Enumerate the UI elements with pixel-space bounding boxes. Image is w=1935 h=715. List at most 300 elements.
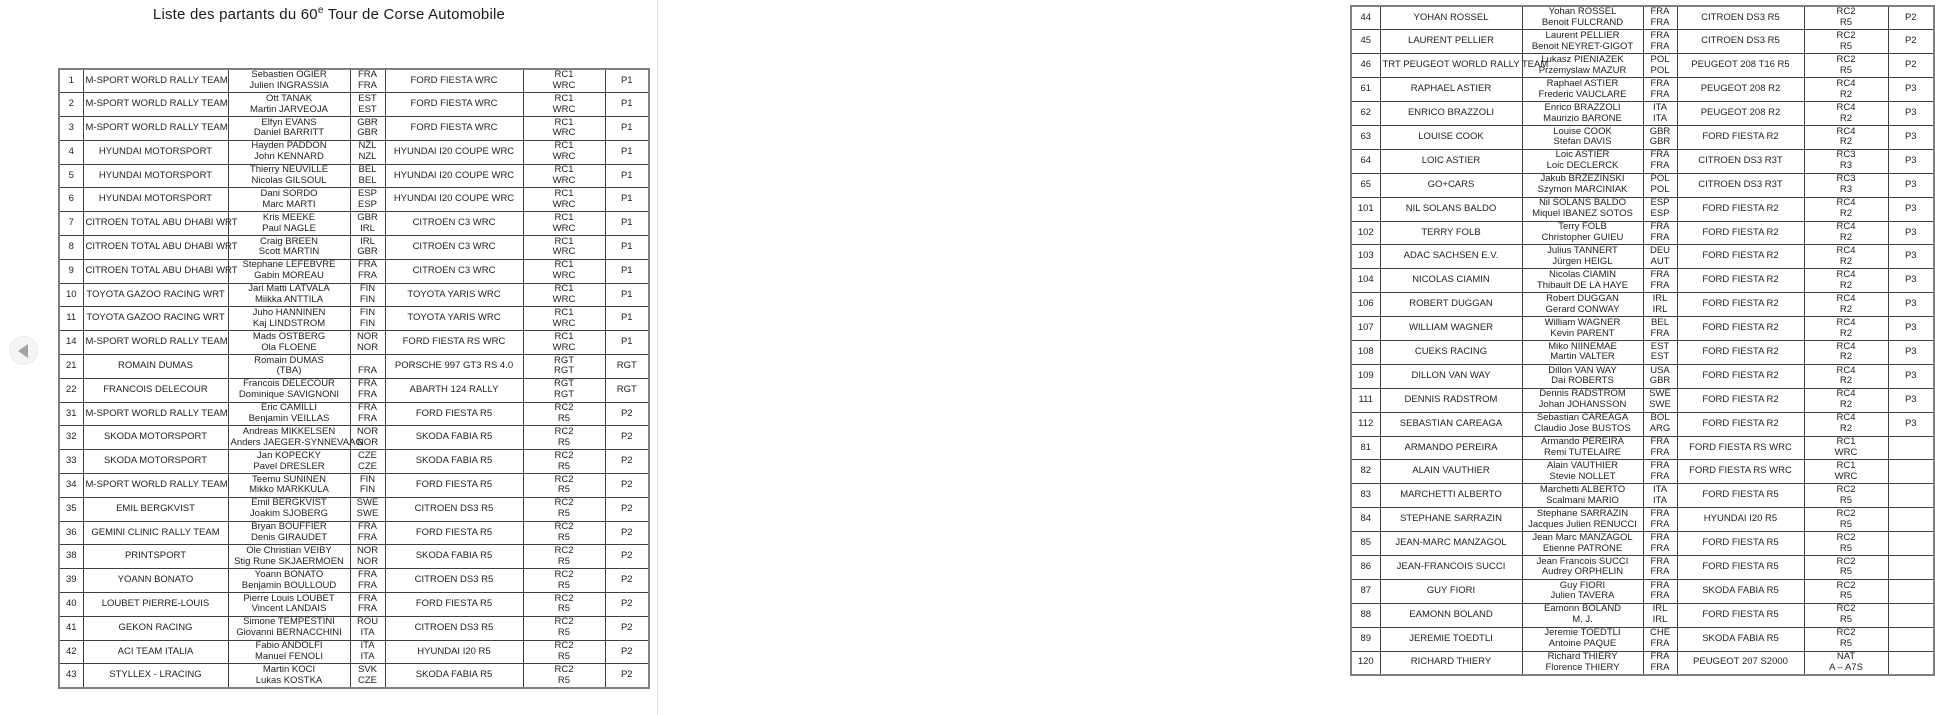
document-page-left: [0, 0, 658, 715]
priority-cell: P2: [605, 569, 649, 593]
priority-cell: P2: [605, 616, 649, 640]
entry-number-cell: 35: [59, 497, 83, 521]
priority-cell: [1888, 484, 1934, 508]
left-arrow-icon: [18, 344, 28, 358]
crew-cell: Jakub BRZEZINSKI Szymon MARCINIAK: [1522, 173, 1643, 197]
entry-row: [1351, 269, 1934, 293]
entry-row: [59, 331, 649, 355]
car-cell: FORD FIESTA R2: [1677, 340, 1804, 364]
crew-cell: Jari Matti LATVALA Miikka ANTTILA: [228, 283, 350, 307]
class-cell: RC2 R5: [1804, 579, 1888, 603]
nationality-cell: BEL BEL: [350, 164, 385, 188]
nationality-cell: FRA FRA: [1643, 221, 1677, 245]
entry-number-cell: 104: [1351, 269, 1380, 293]
class-cell: RC2 R5: [523, 521, 605, 545]
priority-cell: P3: [1888, 388, 1934, 412]
crew-cell: Alain VAUTHIER Stevie NOLLET: [1522, 460, 1643, 484]
team-cell: YOHAN ROSSEL: [1380, 6, 1522, 30]
priority-cell: P2: [605, 593, 649, 617]
class-cell: RC1 WRC: [523, 117, 605, 141]
entry-row: [59, 569, 649, 593]
crew-cell: Robert DUGGAN Gerard CONWAY: [1522, 293, 1643, 317]
priority-cell: [1888, 651, 1934, 675]
nationality-cell: EST EST: [1643, 340, 1677, 364]
entry-row: [59, 497, 649, 521]
entry-row: [59, 355, 649, 379]
class-cell: RC2 R5: [1804, 555, 1888, 579]
team-cell: ACI TEAM ITALIA: [83, 640, 228, 664]
entry-row: [1351, 436, 1934, 460]
entry-row: [59, 283, 649, 307]
nationality-cell: FRA FRA: [350, 259, 385, 283]
team-cell: ENRICO BRAZZOLI: [1380, 102, 1522, 126]
team-cell: ROMAIN DUMAS: [83, 355, 228, 379]
class-cell: RC2 R5: [1804, 627, 1888, 651]
class-cell: RC4 R2: [1804, 269, 1888, 293]
class-cell: RC1 WRC: [523, 93, 605, 117]
class-cell: RC3 R3: [1804, 173, 1888, 197]
nationality-cell: NZL NZL: [350, 140, 385, 164]
car-cell: PEUGEOT 207 S2000: [1677, 651, 1804, 675]
crew-cell: Dani SORDO Marc MARTI: [228, 188, 350, 212]
priority-cell: [1888, 508, 1934, 532]
entry-row: [59, 69, 649, 93]
entry-row: [59, 450, 649, 474]
page-title: Liste des partants du 60e Tour de Corse Automobile: [152, 5, 506, 23]
nationality-cell: FRA FRA: [1643, 78, 1677, 102]
car-cell: FORD FIESTA RS WRC: [1677, 460, 1804, 484]
car-cell: FORD FIESTA R5: [1677, 603, 1804, 627]
priority-cell: P1: [605, 93, 649, 117]
nationality-cell: NOR NOR: [350, 545, 385, 569]
nationality-cell: FRA FRA: [350, 69, 385, 93]
crew-cell: Simone TEMPESTINI Giovanni BERNACCHINI: [228, 616, 350, 640]
entry-row: [1351, 484, 1934, 508]
entry-row: [1351, 125, 1934, 149]
entry-number-cell: 88: [1351, 603, 1380, 627]
priority-cell: P3: [1888, 102, 1934, 126]
crew-cell: Bryan BOUFFIER Denis GIRAUDET: [228, 521, 350, 545]
team-cell: SKODA MOTORSPORT: [83, 426, 228, 450]
entry-number-cell: 45: [1351, 30, 1380, 54]
car-cell: PEUGEOT 208 T16 R5: [1677, 54, 1804, 78]
nationality-cell: FRA FRA: [350, 593, 385, 617]
team-cell: NIL SOLANS BALDO: [1380, 197, 1522, 221]
class-cell: RC2 R5: [523, 402, 605, 426]
class-cell: RC4 R2: [1804, 78, 1888, 102]
entry-number-cell: 111: [1351, 388, 1380, 412]
entry-number-cell: 81: [1351, 436, 1380, 460]
entry-row: [59, 426, 649, 450]
priority-cell: P1: [605, 188, 649, 212]
class-cell: RC1 WRC: [523, 307, 605, 331]
priority-cell: P2: [605, 497, 649, 521]
entry-row: [1351, 627, 1934, 651]
priority-cell: P1: [605, 69, 649, 93]
team-cell: TERRY FOLB: [1380, 221, 1522, 245]
priority-cell: P3: [1888, 173, 1934, 197]
entry-row: [1351, 340, 1934, 364]
car-cell: FORD FIESTA WRC: [385, 93, 523, 117]
team-cell: JEAN-FRANCOIS SUCCI: [1380, 555, 1522, 579]
car-cell: FORD FIESTA R2: [1677, 293, 1804, 317]
crew-cell: Enrico BRAZZOLI Maurizio BARONE: [1522, 102, 1643, 126]
entry-number-cell: 40: [59, 593, 83, 617]
car-cell: FORD FIESTA RS WRC: [385, 331, 523, 355]
car-cell: FORD FIESTA R5: [385, 402, 523, 426]
priority-cell: P3: [1888, 149, 1934, 173]
entry-number-cell: 62: [1351, 102, 1380, 126]
nationality-cell: SWE SWE: [350, 497, 385, 521]
team-cell: DILLON VAN WAY: [1380, 364, 1522, 388]
entry-number-cell: 85: [1351, 532, 1380, 556]
entry-number-cell: 44: [1351, 6, 1380, 30]
entry-number-cell: 39: [59, 569, 83, 593]
nationality-cell: FRA FRA: [1643, 555, 1677, 579]
team-cell: HYUNDAI MOTORSPORT: [83, 188, 228, 212]
team-cell: SKODA MOTORSPORT: [83, 450, 228, 474]
nationality-cell: FRA FRA: [1643, 579, 1677, 603]
car-cell: FORD FIESTA R2: [1677, 125, 1804, 149]
class-cell: RC4 R2: [1804, 125, 1888, 149]
crew-cell: Juho HANNINEN Kaj LINDSTROM: [228, 307, 350, 331]
crew-cell: Terry FOLB Christopher GUIEU: [1522, 221, 1643, 245]
entry-number-cell: 109: [1351, 364, 1380, 388]
crew-cell: Raphael ASTIER Frederic VAUCLARE: [1522, 78, 1643, 102]
entry-row: [1351, 388, 1934, 412]
crew-cell: Jan KOPECKY Pavel DRESLER: [228, 450, 350, 474]
entry-row: [1351, 317, 1934, 341]
car-cell: PORSCHE 997 GT3 RS 4.0: [385, 355, 523, 379]
class-cell: RC2 R5: [523, 426, 605, 450]
priority-cell: [1888, 603, 1934, 627]
car-cell: CITROEN C3 WRC: [385, 236, 523, 260]
nationality-cell: SVK CZE: [350, 664, 385, 688]
car-cell: TOYOTA YARIS WRC: [385, 307, 523, 331]
entry-row: [59, 521, 649, 545]
crew-cell: Teemu SUNINEN Mikko MARKKULA: [228, 474, 350, 498]
car-cell: SKODA FABIA R5: [385, 664, 523, 688]
team-cell: ROBERT DUGGAN: [1380, 293, 1522, 317]
team-cell: MARCHETTI ALBERTO: [1380, 484, 1522, 508]
entry-number-cell: 103: [1351, 245, 1380, 269]
car-cell: TOYOTA YARIS WRC: [385, 283, 523, 307]
priority-cell: P3: [1888, 412, 1934, 436]
car-cell: FORD FIESTA R5: [1677, 484, 1804, 508]
nationality-cell: FRA FRA: [350, 569, 385, 593]
entry-row: [59, 259, 649, 283]
entry-number-cell: 21: [59, 355, 83, 379]
entry-number-cell: 4: [59, 140, 83, 164]
document-page-right: [659, 0, 1917, 715]
crew-cell: Louise COOK Stefan DAVIS: [1522, 125, 1643, 149]
entry-row: [1351, 579, 1934, 603]
team-cell: M-SPORT WORLD RALLY TEAM: [83, 117, 228, 141]
entry-row: [1351, 532, 1934, 556]
entry-number-cell: 31: [59, 402, 83, 426]
entry-row: [1351, 603, 1934, 627]
priority-cell: [1888, 579, 1934, 603]
entry-number-cell: 6: [59, 188, 83, 212]
crew-cell: Dennis RADSTROM Johan JOHANSSON: [1522, 388, 1643, 412]
team-cell: M-SPORT WORLD RALLY TEAM: [83, 93, 228, 117]
crew-cell: Hayden PADDON John KENNARD: [228, 140, 350, 164]
entry-table-right: [1350, 5, 1935, 676]
car-cell: ABARTH 124 RALLY: [385, 378, 523, 402]
entry-row: [1351, 293, 1934, 317]
class-cell: RC2 R5: [1804, 484, 1888, 508]
class-cell: RC1 WRC: [523, 236, 605, 260]
priority-cell: P2: [605, 545, 649, 569]
crew-cell: Ole Christian VEIBY Stig Rune SKJAERMOEN: [228, 545, 350, 569]
entry-number-cell: 41: [59, 616, 83, 640]
team-cell: SEBASTIAN CAREAGA: [1380, 412, 1522, 436]
car-cell: HYUNDAI I20 COUPE WRC: [385, 140, 523, 164]
nationality-cell: POL POL: [1643, 54, 1677, 78]
team-cell: NICOLAS CIAMIN: [1380, 269, 1522, 293]
priority-cell: P1: [605, 331, 649, 355]
crew-cell: Francois DELECOUR Dominique SAVIGNONI: [228, 378, 350, 402]
car-cell: PEUGEOT 208 R2: [1677, 102, 1804, 126]
class-cell: RC4 R2: [1804, 245, 1888, 269]
class-cell: RC2 R5: [1804, 6, 1888, 30]
crew-cell: Yoann BONATO Benjamin BOULLOUD: [228, 569, 350, 593]
entry-number-cell: 38: [59, 545, 83, 569]
entry-row: [1351, 412, 1934, 436]
car-cell: CITROEN C3 WRC: [385, 259, 523, 283]
team-cell: ADAC SACHSEN E.V.: [1380, 245, 1522, 269]
priority-cell: P3: [1888, 293, 1934, 317]
entry-row: [59, 117, 649, 141]
nationality-cell: ROU ITA: [350, 616, 385, 640]
crew-cell: Sebastien OGIER Julien INGRASSIA: [228, 69, 350, 93]
class-cell: RC4 R2: [1804, 364, 1888, 388]
priority-cell: P3: [1888, 125, 1934, 149]
team-cell: GO+CARS: [1380, 173, 1522, 197]
crew-cell: Thierry NEUVILLE Nicolas GILSOUL: [228, 164, 350, 188]
nationality-cell: ESP ESP: [1643, 197, 1677, 221]
priority-cell: P2: [605, 521, 649, 545]
class-cell: RC2 R5: [523, 569, 605, 593]
crew-cell: Pierre Louis LOUBET Vincent LANDAIS: [228, 593, 350, 617]
entry-number-cell: 61: [1351, 78, 1380, 102]
crew-cell: Miko NIINEMAE Martin VALTER: [1522, 340, 1643, 364]
priority-cell: [1888, 436, 1934, 460]
entry-number-cell: 36: [59, 521, 83, 545]
nationality-cell: IRL IRL: [1643, 603, 1677, 627]
car-cell: SKODA FABIA R5: [385, 545, 523, 569]
crew-cell: Kris MEEKE Paul NAGLE: [228, 212, 350, 236]
priority-cell: P1: [605, 259, 649, 283]
class-cell: RC2 R5: [523, 450, 605, 474]
priority-cell: P2: [605, 450, 649, 474]
priority-cell: P3: [1888, 269, 1934, 293]
car-cell: HYUNDAI I20 R5: [385, 640, 523, 664]
nationality-cell: GBR GBR: [1643, 125, 1677, 149]
crew-cell: Richard THIERY Florence THIERY: [1522, 651, 1643, 675]
priority-cell: P2: [1888, 30, 1934, 54]
class-cell: RC4 R2: [1804, 197, 1888, 221]
crew-cell: Julius TANNERT Jürgen HEIGL: [1522, 245, 1643, 269]
entry-number-cell: 8: [59, 236, 83, 260]
nationality-cell: BEL FRA: [1643, 317, 1677, 341]
nationality-cell: FRA FRA: [350, 402, 385, 426]
entry-row: [59, 664, 649, 688]
car-cell: FORD FIESTA R2: [1677, 245, 1804, 269]
priority-cell: P2: [605, 474, 649, 498]
class-cell: RC2 R5: [1804, 54, 1888, 78]
class-cell: RC1 WRC: [523, 164, 605, 188]
entry-number-cell: 107: [1351, 317, 1380, 341]
car-cell: FORD FIESTA R2: [1677, 364, 1804, 388]
team-cell: TRT PEUGEOT WORLD RALLY TEAM: [1380, 54, 1522, 78]
class-cell: RC1 WRC: [523, 69, 605, 93]
entry-row: [59, 378, 649, 402]
priority-cell: RGT: [605, 355, 649, 379]
nationality-cell: POL POL: [1643, 173, 1677, 197]
nationality-cell: FIN FIN: [350, 283, 385, 307]
priority-cell: P1: [605, 140, 649, 164]
car-cell: CITROEN C3 WRC: [385, 212, 523, 236]
entry-row: [1351, 6, 1934, 30]
car-cell: FORD FIESTA R5: [385, 593, 523, 617]
crew-cell: Andreas MIKKELSEN Anders JAEGER-SYNNEVAAG: [228, 426, 350, 450]
priority-cell: P2: [605, 402, 649, 426]
car-cell: CITROEN DS3 R3T: [1677, 149, 1804, 173]
class-cell: RC3 R3: [1804, 149, 1888, 173]
car-cell: CITROEN DS3 R5: [385, 497, 523, 521]
crew-cell: Mads OSTBERG Ola FLOENE: [228, 331, 350, 355]
priority-cell: P3: [1888, 197, 1934, 221]
entry-row: [59, 188, 649, 212]
team-cell: HYUNDAI MOTORSPORT: [83, 140, 228, 164]
entry-row: [59, 616, 649, 640]
entry-row: [1351, 508, 1934, 532]
class-cell: RC2 R5: [523, 664, 605, 688]
priority-cell: P3: [1888, 317, 1934, 341]
car-cell: FORD FIESTA R2: [1677, 412, 1804, 436]
team-cell: STEPHANE SARRAZIN: [1380, 508, 1522, 532]
nationality-cell: FRA FRA: [1643, 508, 1677, 532]
entry-number-cell: 83: [1351, 484, 1380, 508]
priority-cell: P3: [1888, 340, 1934, 364]
class-cell: RC4 R2: [1804, 317, 1888, 341]
priority-cell: P2: [605, 426, 649, 450]
crew-cell: William WAGNER Kevin PARENT: [1522, 317, 1643, 341]
priority-cell: P1: [605, 117, 649, 141]
crew-cell: Ott TANAK Martin JARVEOJA: [228, 93, 350, 117]
crew-cell: Sebastian CAREAGA Claudio Jose BUSTOS: [1522, 412, 1643, 436]
entry-number-cell: 82: [1351, 460, 1380, 484]
crew-cell: Loic ASTIER Loic DECLERCK: [1522, 149, 1643, 173]
nationality-cell: BOL ARG: [1643, 412, 1677, 436]
nationality-cell: FIN FIN: [350, 474, 385, 498]
entry-number-cell: 1: [59, 69, 83, 93]
entry-number-cell: 112: [1351, 412, 1380, 436]
nationality-cell: IRL GBR: [350, 236, 385, 260]
entry-row: [59, 93, 649, 117]
nationality-cell: SWE SWE: [1643, 388, 1677, 412]
nationality-cell: IRL IRL: [1643, 293, 1677, 317]
team-cell: LOUBET PIERRE-LOUIS: [83, 593, 228, 617]
priority-cell: P1: [605, 164, 649, 188]
team-cell: PRINTSPORT: [83, 545, 228, 569]
crew-cell: Romain DUMAS (TBA): [228, 355, 350, 379]
priority-cell: P2: [605, 664, 649, 688]
entry-number-cell: 5: [59, 164, 83, 188]
class-cell: RC2 R5: [1804, 30, 1888, 54]
team-cell: ARMANDO PEREIRA: [1380, 436, 1522, 460]
class-cell: RC1 WRC: [1804, 436, 1888, 460]
team-cell: CITROEN TOTAL ABU DHABI WRT: [83, 259, 228, 283]
car-cell: CITROEN DS3 R5: [385, 569, 523, 593]
entry-number-cell: 46: [1351, 54, 1380, 78]
team-cell: M-SPORT WORLD RALLY TEAM: [83, 474, 228, 498]
entry-row: [1351, 364, 1934, 388]
crew-cell: Elfyn EVANS Daniel BARRITT: [228, 117, 350, 141]
priority-cell: P1: [605, 283, 649, 307]
nationality-cell: DEU AUT: [1643, 245, 1677, 269]
crew-cell: Stephane LEFEBVRE Gabin MOREAU: [228, 259, 350, 283]
nationality-cell: FRA FRA: [350, 521, 385, 545]
team-cell: M-SPORT WORLD RALLY TEAM: [83, 331, 228, 355]
entry-number-cell: 43: [59, 664, 83, 688]
crew-cell: Nil SOLANS BALDO Miquel IBANEZ SOTOS: [1522, 197, 1643, 221]
team-cell: CITROEN TOTAL ABU DHABI WRT: [83, 212, 228, 236]
crew-cell: Jeremie TOEDTLI Antoine PAQUE: [1522, 627, 1643, 651]
page-divider: [657, 0, 658, 715]
car-cell: CITROEN DS3 R5: [1677, 30, 1804, 54]
car-cell: FORD FIESTA R2: [1677, 197, 1804, 221]
entry-number-cell: 9: [59, 259, 83, 283]
entry-number-cell: 101: [1351, 197, 1380, 221]
car-cell: FORD FIESTA R2: [1677, 269, 1804, 293]
previous-page-button[interactable]: [9, 336, 38, 365]
priority-cell: P2: [1888, 6, 1934, 30]
crew-cell: Jean Marc MANZAGOL Etienne PATRONE: [1522, 532, 1643, 556]
crew-cell: Craig BREEN Scott MARTIN: [228, 236, 350, 260]
team-cell: FRANCOIS DELECOUR: [83, 378, 228, 402]
car-cell: FORD FIESTA RS WRC: [1677, 436, 1804, 460]
class-cell: RC1 WRC: [523, 140, 605, 164]
class-cell: RC2 R5: [523, 593, 605, 617]
car-cell: FORD FIESTA R5: [1677, 532, 1804, 556]
class-cell: RC1 WRC: [523, 283, 605, 307]
entry-number-cell: 86: [1351, 555, 1380, 579]
entry-row: [1351, 197, 1934, 221]
nationality-cell: ITA ITA: [350, 640, 385, 664]
team-cell: GEMINI CLINIC RALLY TEAM: [83, 521, 228, 545]
entry-row: [1351, 460, 1934, 484]
priority-cell: P1: [605, 307, 649, 331]
team-cell: EMIL BERGKVIST: [83, 497, 228, 521]
entry-number-cell: 65: [1351, 173, 1380, 197]
entry-row: [59, 307, 649, 331]
priority-cell: P3: [1888, 245, 1934, 269]
class-cell: RC2 R5: [1804, 508, 1888, 532]
entry-row: [59, 402, 649, 426]
team-cell: HYUNDAI MOTORSPORT: [83, 164, 228, 188]
team-cell: ALAIN VAUTHIER: [1380, 460, 1522, 484]
car-cell: HYUNDAI I20 COUPE WRC: [385, 188, 523, 212]
priority-cell: P1: [605, 212, 649, 236]
nationality-cell: ITA ITA: [1643, 484, 1677, 508]
entry-number-cell: 22: [59, 378, 83, 402]
team-cell: EAMONN BOLAND: [1380, 603, 1522, 627]
entry-number-cell: 84: [1351, 508, 1380, 532]
nationality-cell: GBR GBR: [350, 117, 385, 141]
class-cell: RC4 R2: [1804, 221, 1888, 245]
